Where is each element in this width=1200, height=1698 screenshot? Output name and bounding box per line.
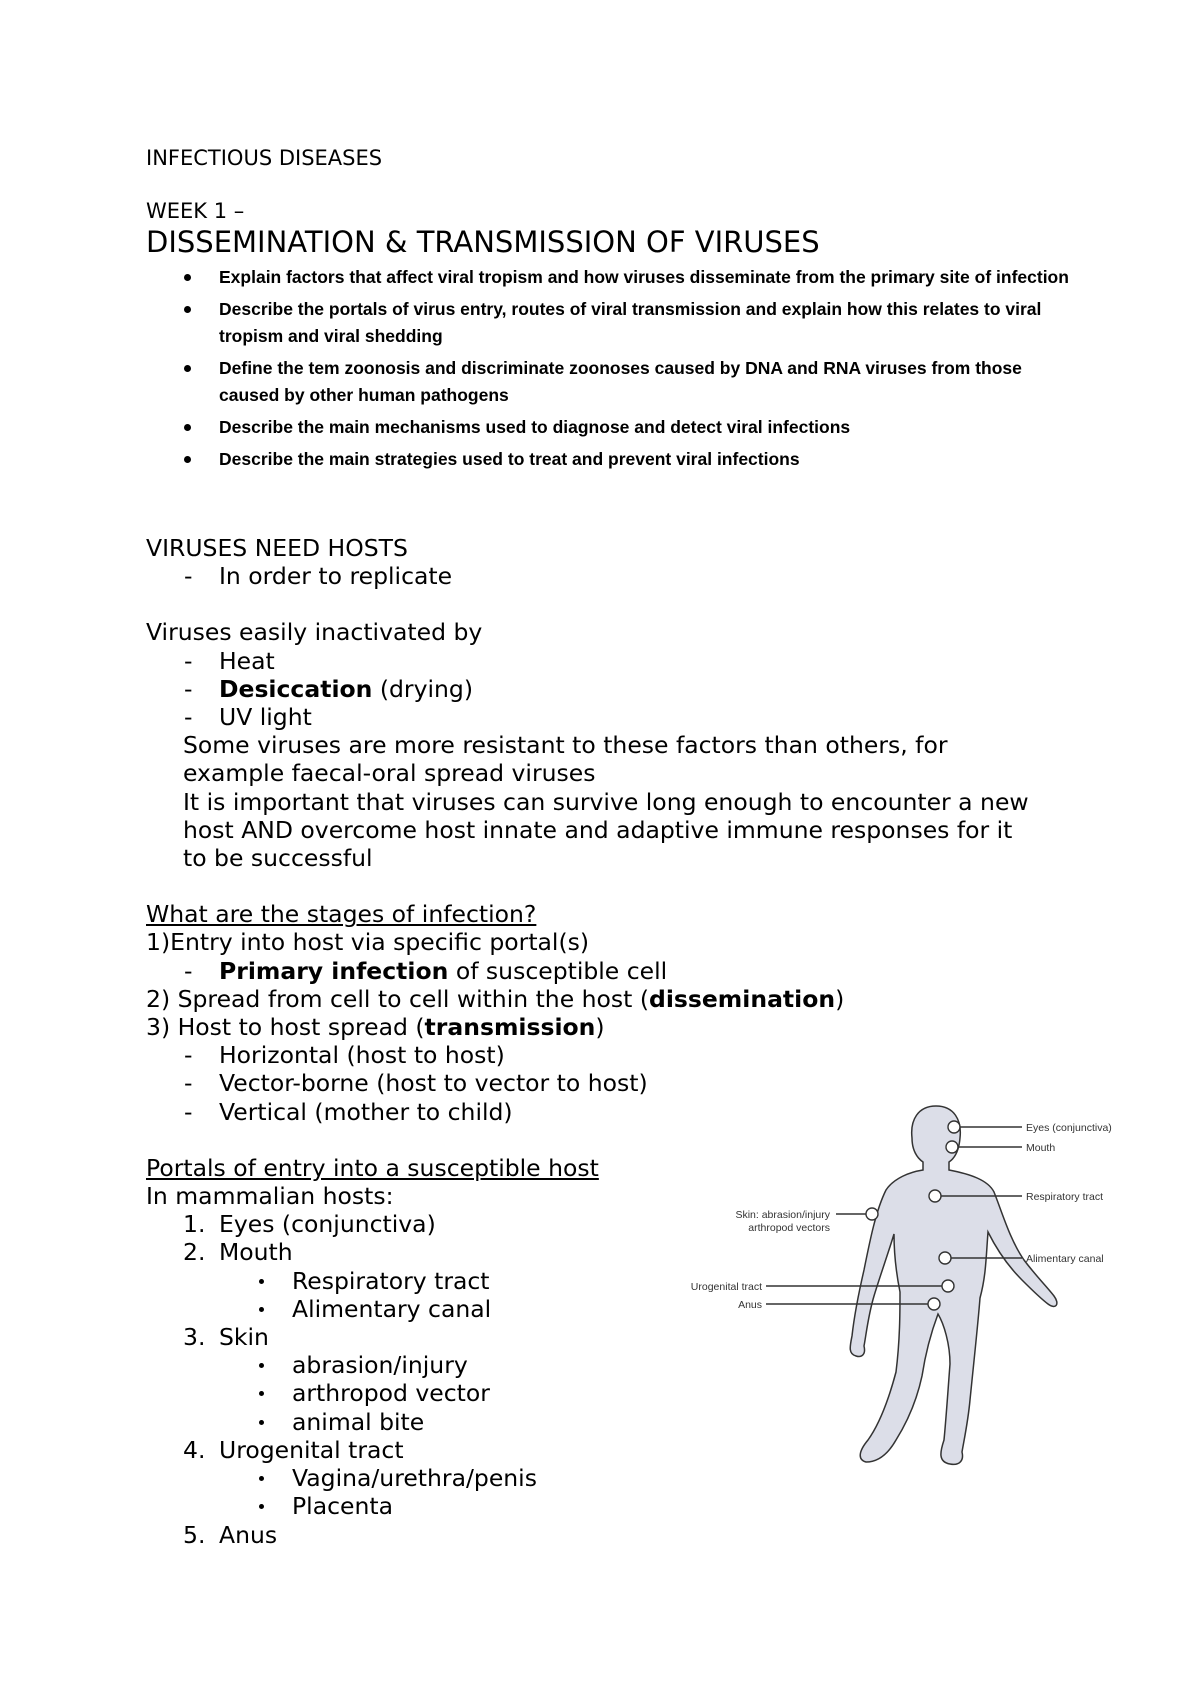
transmission-vertical: - Vertical (mother to child)	[146, 1098, 1106, 1126]
stage-1: 1)Entry into host via specific portal(s)	[146, 928, 590, 957]
portals-of-entry-figure	[690, 1100, 1136, 1490]
marker-mouth	[946, 1141, 958, 1153]
desiccation-rest: (drying)	[372, 674, 474, 703]
marker-eyes	[948, 1121, 960, 1133]
portal-label: Eyes (conjunctiva)	[219, 1210, 436, 1239]
dissemination-bold: dissemination	[649, 984, 836, 1013]
list-number: 5.	[183, 1520, 206, 1549]
marker-respiratory	[929, 1190, 941, 1202]
sub-vagina: Vagina/urethra/penis	[146, 1464, 1106, 1492]
learning-objectives-list	[146, 264, 1106, 473]
list-number: 3.	[183, 1323, 206, 1352]
portal-label: Mouth	[219, 1238, 293, 1267]
objective-item: Describe the main strategies used to treat and prevent viral infections	[146, 446, 1079, 473]
survival-paragraph: It is important that viruses can survive long enough to encounter a new host AND overcome host innate and adaptive immune responses for it to be successful	[183, 787, 1029, 873]
hosts-heading: VIRUSES NEED HOSTS	[146, 534, 408, 562]
objective-item: Describe the portals of virus entry, routes of viral transmission and explain how this relates to viral tropism and viral shedding	[146, 296, 1079, 350]
stage-2	[146, 985, 1106, 1013]
objective-item: Describe the main mechanisms used to diagnose and detect viral infections	[146, 414, 1079, 441]
primary-infection-bold: Primary infection	[219, 956, 449, 985]
desiccation-bold: Desiccation	[219, 674, 373, 703]
portal-label: Urogenital tract	[219, 1435, 404, 1464]
figure-label-mouth: Mouth	[1026, 1142, 1056, 1154]
inactivation-heat: - Heat	[146, 647, 1106, 675]
stages-heading: What are the stages of infection?	[146, 900, 537, 929]
marker-alimentary	[939, 1252, 951, 1264]
sub-bite: animal bite	[146, 1408, 1106, 1436]
sub-alimentary: Alimentary canal	[146, 1295, 1106, 1323]
primary-infection-rest: of susceptible cell	[448, 956, 668, 985]
inactivation-desiccation	[146, 675, 1106, 703]
sub-placenta: Placenta	[146, 1492, 1106, 1520]
figure-label-skin: Skin: abrasion/injury	[735, 1209, 830, 1221]
sub-abrasion: abrasion/injury	[146, 1351, 1106, 1379]
figure-label-urogenital: Urogenital tract	[690, 1281, 762, 1293]
transmission-horizontal: - Horizontal (host to host)	[146, 1041, 1106, 1069]
figure-label-alimentary: Alimentary canal	[1026, 1253, 1104, 1265]
transmission-vector: - Vector-borne (host to vector to host)	[146, 1069, 1106, 1097]
sub-arthropod: arthropod vector	[146, 1379, 1106, 1407]
portals-intro: In mammalian hosts:	[146, 1182, 394, 1211]
stage-primary-infection	[146, 957, 1106, 985]
marker-skin	[866, 1208, 878, 1220]
figure-label-respiratory: Respiratory tract	[1026, 1191, 1104, 1203]
portal-label: Anus	[219, 1520, 278, 1549]
marker-anus	[928, 1298, 940, 1310]
stage-2-text: 2) Spread from cell to cell within the host (	[146, 984, 650, 1013]
course-title: INFECTIOUS DISEASES	[146, 146, 383, 170]
stage-3	[146, 1013, 1106, 1041]
list-number: 1.	[183, 1210, 206, 1239]
list-number: 2.	[183, 1238, 206, 1267]
figure-label-anus: Anus	[738, 1299, 762, 1311]
figure-label-skin-vectors: arthropod vectors	[748, 1222, 830, 1234]
hosts-point: - In order to replicate	[146, 562, 1106, 590]
resistance-paragraph: Some viruses are more resistant to these factors than others, for example faecal-oral spread viruses	[183, 731, 948, 788]
sub-respiratory: Respiratory tract	[146, 1267, 1106, 1295]
figure-label-eyes: Eyes (conjunctiva)	[1026, 1122, 1112, 1134]
list-number: 4.	[183, 1435, 206, 1464]
page-title: DISSEMINATION & TRANSMISSION OF VIRUSES	[146, 225, 820, 259]
transmission-bold: transmission	[424, 1013, 596, 1042]
objective-item: Explain factors that affect viral tropism and how viruses disseminate from the primary site of infection	[146, 264, 1079, 291]
stage-3-text: 3) Host to host spread (	[146, 1013, 425, 1042]
stage-3-close: )	[595, 1013, 605, 1042]
week-label: WEEK 1 –	[146, 199, 245, 223]
stage-2-close: )	[835, 984, 845, 1013]
inactivation-uv: - UV light	[146, 703, 1106, 731]
portal-anus	[146, 1521, 1106, 1549]
marker-urogenital	[942, 1280, 954, 1292]
portal-label: Skin	[219, 1323, 269, 1352]
portals-heading: Portals of entry into a susceptible host	[146, 1153, 599, 1182]
objective-item: Define the tem zoonosis and discriminate zoonoses caused by DNA and RNA viruses from those caused by other human pathogens	[146, 355, 1079, 409]
inactivation-intro: Viruses easily inactivated by	[146, 618, 483, 647]
